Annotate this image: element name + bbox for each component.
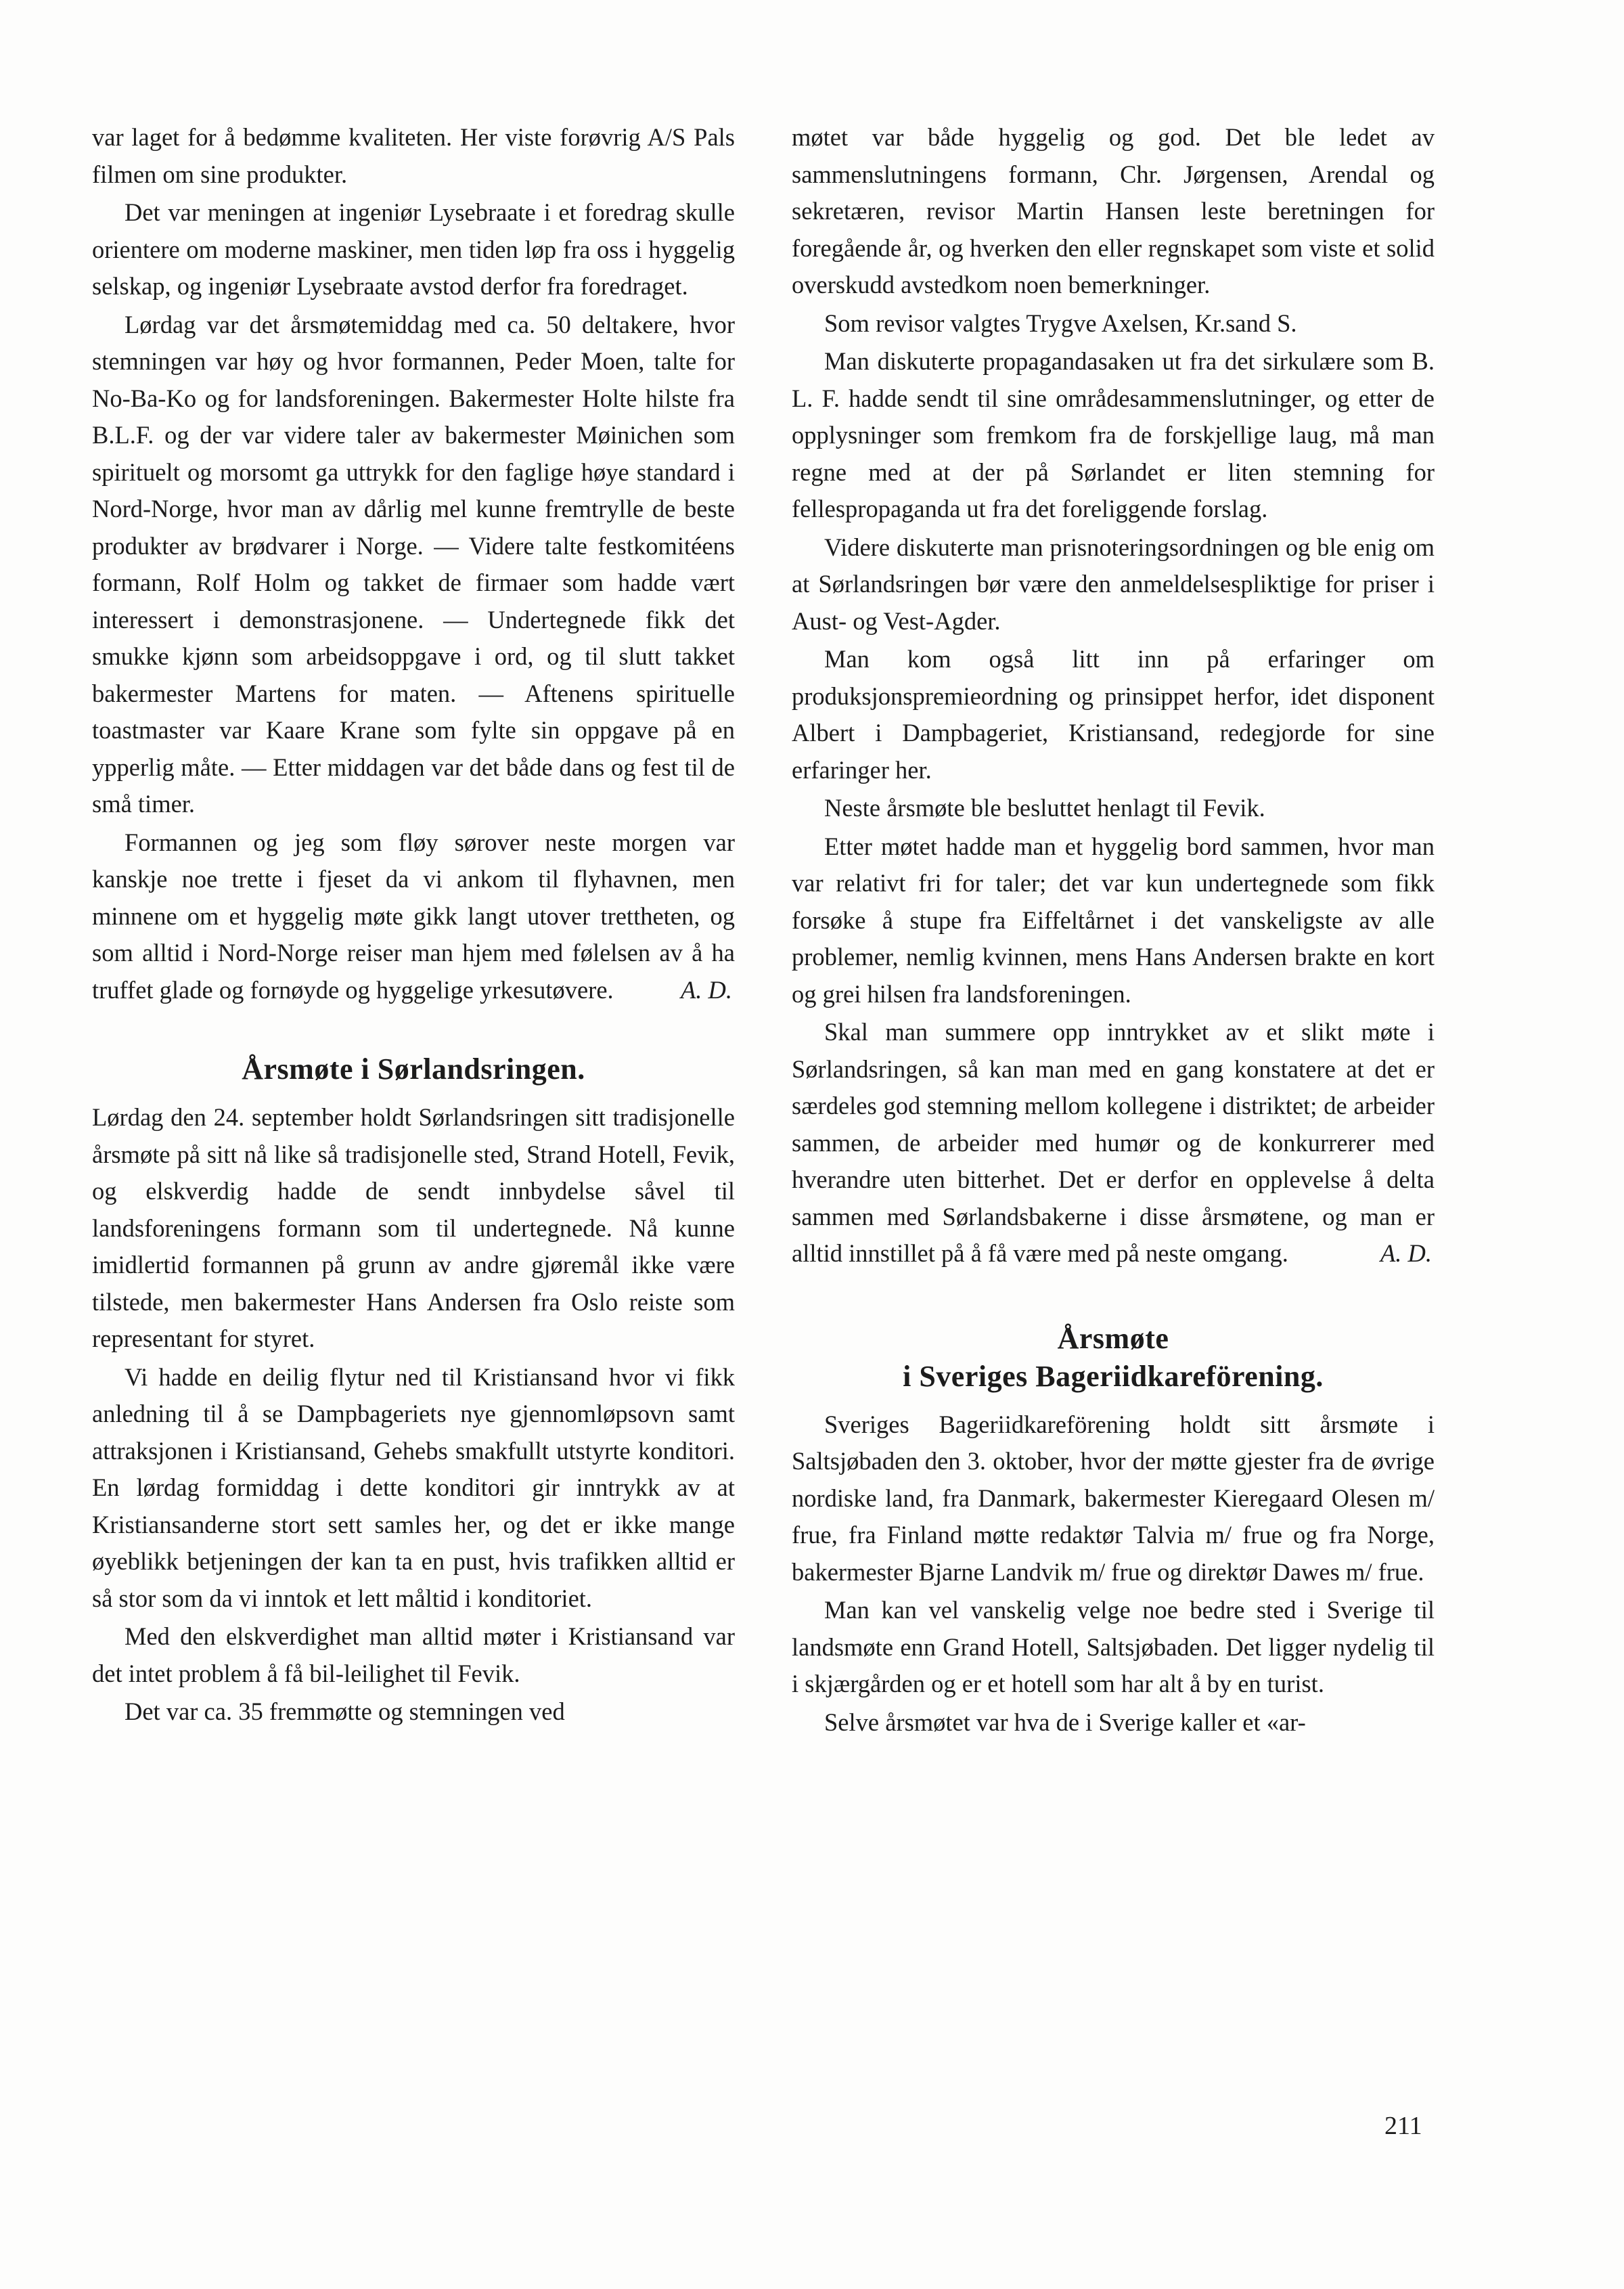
paragraph: Man diskuterte propagandasaken ut fra det sirkulære som B. L. F. hadde sendt til sine områdesammenslutninger, og etter de opplysninger som fremkom fra de forskjellige laug, må man regne med at der på Sørlandet er liten stemning for fellespropaganda ut fra det foreliggende forslag. (792, 347, 1435, 523)
paragraph: Med den elskverdighet man alltid møter i Kristiansand var det intet problem å få bil-leilighet til Fevik. (92, 1622, 735, 1687)
paragraph: Som revisor valgtes Trygve Axelsen, Kr.sand S. (824, 309, 1297, 337)
paragraph: Videre diskuterte man prisnoteringsordningen og ble enig om at Sørlandsringen bør være den anmeldelsespliktige for priser i Aust- og Vest-Agder. (792, 533, 1435, 635)
article-heading-sveriges (792, 1320, 1435, 1396)
paragraph: Det var ca. 35 fremmøtte og stemningen ved (125, 1697, 565, 1725)
paragraph: Man kom også litt inn på erfaringer om produksjonspremieordning og prinsippet herfor, idet disponent Albert i Dampbageriet, Kristiansand, redegjorde for sine erfaringer her. (792, 645, 1435, 784)
page-number: 211 (1384, 2112, 1422, 2140)
paragraph: Man kan vel vanskelig velge noe bedre sted i Sverige til landsmøte enn Grand Hotell, Saltsjøbaden. Det ligger nydelig til i skjærgården og er et hotell som har alt å by en turist. (792, 1596, 1435, 1697)
paragraph: Etter møtet hadde man et hyggelig bord sammen, hvor man var relativt fri for taler; det var kun undertegnede som fikk forsøke å stupe fra Eiffeltårnet i det vanskeligste av alle problemer, nemlig kvinnen, mens Hans Andersen brakte en kort og grei hilsen fra landsforeningen. (792, 832, 1435, 1008)
left-column (92, 119, 735, 1732)
paragraph: Lørdag var det årsmøtemiddag med ca. 50 deltakere, hvor stemningen var høy og hvor formannen, Peder Moen, talte for No-Ba-Ko og for landsforeningen. Bakermester Holte hilste fra B.L.F. og der var videre taler av bakermester Møinichen som spirituelt og morsomt ga uttrykk for den faglige høye standard i Nord-Norge, hvor man av dårlig mel kunne fremtrylle de beste produkter av brødvarer i Norge. — Videre talte festkomitéens formann, Rolf Holm og takket de firmaer som hadde vært interessert i demonstrasjonene. — Undertegnede fikk det smukke kjønn som arbeidsoppgave i ord, og til slutt takket bakermester Martens for maten. — Aftenens spirituelle toastmaster var Kaare Krane som fylte sin oppgave på en ypperlig måte. — Etter middagen var det både dans og fest til de små timer. (92, 310, 735, 818)
paragraph: Vi hadde en deilig flytur ned til Kristiansand hvor vi fikk anledning til å se Dampbageriets nye gjennomløpsovn samt attraksjonen i Kristiansand, Gehebs smakfullt utstyrte konditori. En lørdag formiddag i dette konditori gir inntrykk av at Kristiansanderne stort sett samles her, og det er ikke mange øyeblikk betjeningen der kan ta en pust, hvis trafikken alltid er så stor som da vi inntok et lett måltid i konditoriet. (92, 1362, 735, 1612)
paragraph: Sveriges Bageriidkareförening holdt sitt årsmøte i Saltsjøbaden den 3. oktober, hvor der møtte gjester fra de øvrige nordiske land, fra Danmark, bakermester Kieregaard Olesen m/ frue, fra Finland møtte redaktør Talvia m/ frue og fra Norge, bakermester Bjarne Landvik m/ frue og direktør Dawes m/ frue. (792, 1410, 1435, 1586)
signature: A. D. (680, 975, 732, 1004)
paragraph: Det var meningen at ingeniør Lysebraate i et foredrag skulle orientere om moderne maskiner, men tiden løp fra oss i hyggelig selskap, og ingeniør Lysebraate avstod derfor fra foredraget. (92, 198, 735, 300)
right-column (792, 119, 1435, 1742)
heading-line-2: i Sveriges Bageriidkareförening. (903, 1359, 1324, 1393)
paragraph-text: Skal man summere opp inntrykket av et slikt møte i Sørlandsringen, så kan man med en gang konstatere at det er særdeles god stemning mellom kollegene i distriktet; de arbeider sammen, de arbeider med humør og de konkurrerer med hverandre uten bitterhet. Det er derfor en opplevelse å delta sammen med Sørlandsbakerne i disse årsmøtene, og man er alltid innstillet på å få være med på neste omgang. (792, 1018, 1435, 1267)
paragraph-text: Formannen og jeg som fløy sørover neste morgen var kanskje noe trette i fjeset da vi ankom til flyhavnen, men minnene om et hyggelig møte gikk langt utover trettheten, og som alltid i Nord-Norge reiser man hjem med følelsen av å ha truffet glade og fornøyde og hyggelige yrkesutøvere. (92, 828, 735, 1004)
paragraph: Neste årsmøte ble besluttet henlagt til Fevik. (824, 794, 1265, 822)
article-heading-sorlandsringen: Årsmøte i Sørlandsringen. (242, 1052, 585, 1086)
paragraph: var laget for å bedømme kvaliteten. Her viste forøvrig A/S Pals filmen om sine produkter. (92, 123, 735, 188)
paragraph: Lørdag den 24. september holdt Sørlandsringen sitt tradisjonelle årsmøte på sitt nå like så tradisjonelle sted, Strand Hotell, Fevik, og elskverdig hadde de sendt innbydelse såvel til landsforeningens formann som til undertegnede. Nå kunne imidlertid formannen på grunn av andre gjøremål ikke være tilstede, men bakermester Hans Andersen fra Oslo reiste som representant for styret. (92, 1103, 735, 1352)
signature: A. D. (1380, 1239, 1432, 1267)
paragraph-with-signature (792, 1014, 1435, 1272)
paragraph-with-signature (92, 824, 735, 1009)
paragraph: Selve årsmøtet var hva de i Sverige kaller et «ar- (824, 1708, 1306, 1736)
heading-line-1: Årsmøte (1057, 1321, 1169, 1355)
paragraph: møtet var både hyggelig og god. Det ble ledet av sammenslutningens formann, Chr. Jørgensen, Arendal og sekretæren, revisor Martin Hansen leste beretningen for foregående år, og hverken den eller regnskapet som viste et solid overskudd avstedkom noen bemerkninger. (792, 123, 1435, 298)
